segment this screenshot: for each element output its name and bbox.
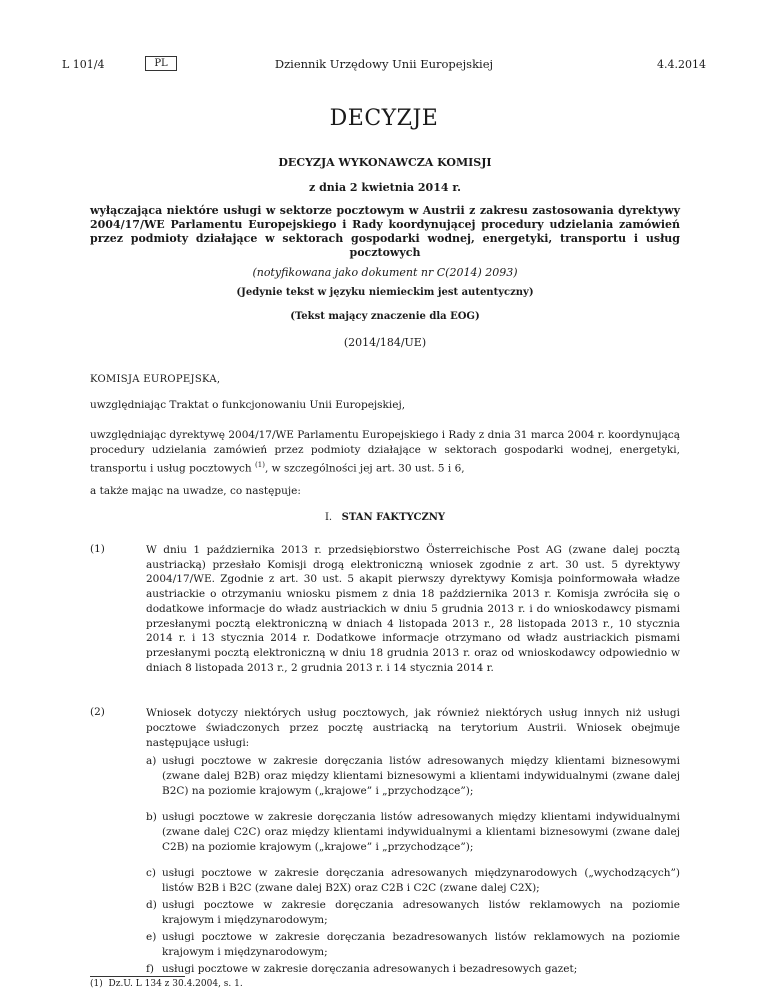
part-heading (90, 512, 680, 523)
decision-date: z dnia 2 kwietnia 2014 r. (309, 181, 461, 194)
notification-note: (notyfikowana jako dokument nr C(2014) 2093) (252, 266, 518, 279)
list-item: usługi pocztowe w zakresie doręczania bezadresowanych listów reklamowych na poziomie krajowym i międzynarodowym; (162, 931, 680, 958)
list-item: usługi pocztowe w zakresie doręczania listów adresowanych między klientami indywidualnymi (zwane dalej C2C) oraz między klientami indywidualnymi a klientami biznesowymi (zwane dalej C2B) na poziomie krajowym („krajowe” i „przychodzące”); (162, 811, 680, 853)
list-item-letter: f) (146, 963, 154, 975)
recital-number: (1) (90, 543, 105, 555)
footnote-text: Dz.U. L 134 z 30.4.2004, s. 1. (108, 979, 243, 989)
footnote-ref: (1) (255, 461, 265, 469)
decision-number: (2014/184/UE) (343, 336, 427, 349)
publication-date: 4.4.2014 (657, 58, 706, 71)
list-item: usługi pocztowe w zakresie doręczania adresowanych i bezadresowych gazet; (162, 963, 578, 975)
journal-title: Dziennik Urzędowy Unii Europejskiej (274, 57, 494, 71)
footnote (90, 978, 243, 990)
citation-treaty: uwzględniając Traktat o funkcjonowaniu Unii Europejskiej, (90, 399, 406, 411)
footnote-divider (90, 976, 185, 977)
list-item-letter: e) (146, 931, 157, 943)
part-number: I. (324, 512, 333, 523)
list-item: usługi pocztowe w zakresie doręczania adresowanych międzynarodowych („wychodzących”) listów B2B i B2C (zwane dalej B2X) oraz C2B i C2C (zwane dalej C2X); (162, 867, 680, 894)
part-title: STAN FAKTYCZNY (341, 512, 446, 523)
citation-directive-end: , w szczególności jej art. 30 ust. 5 i 6, (264, 462, 465, 475)
citation-directive-text: uwzględniając dyrektywę 2004/17/WE Parlamentu Europejskiego i Rady z dnia 31 marca 2004 r. koordynującą procedury udzielania zamówień przez podmioty działające w sektorach gospodarki wodnej, energetyki, transportu i usług pocztowych (90, 429, 680, 475)
recital-text: W dniu 1 października 2013 r. przedsiębiorstwo Österreichische Post AG (zwane dalej pocztą austriacką) przesłało Komisji drogą elektroniczną wniosek zgodnie z art. 30 ust. 5 dyrektywy 2004/17/WE. Zgodnie z art. 30 ust. 5 akapit pierwszy dyrektywy Komisja poinformowała władze austriackie o otrzymaniu wniosku pismem z dnia 18 października 2013 r. Komisja zwróciła się o dodatkowe informacje do władz austriackich w dniu 5 grudnia 2013 r. i do wnioskodawcy pismami przesłanymi pocztą elektroniczną w dniach 4 listopada 2013 r., 28 listopada 2013 r., 10 stycznia 2014 r. i 13 stycznia 2014 r. Dodatkowe informacje otrzymano od władz austriackich pismami przesłanymi pocztą elektroniczną w dniu 18 grudnia 2013 r. oraz od wnioskodawcy odpowiednio w dniach 8 listopada 2013 r., 2 grudnia 2013 r. i 14 stycznia 2014 r. (146, 544, 680, 674)
footnote-ref: (1) (90, 979, 103, 989)
list-item: usługi pocztowe w zakresie doręczania listów adresowanych między klientami biznesowymi (zwane dalej B2B) oraz między klientami biznesowymi a klientami indywidualnymi (zwane dalej B2C) na poziomie krajowym („krajowe” i „przychodzące”); (162, 755, 680, 797)
whereas-line: a także mając na uwadze, co następuje: (90, 485, 301, 497)
list-item-letter: b) (146, 811, 157, 823)
list-item-letter: d) (146, 899, 157, 911)
recital-text: Wniosek dotyczy niektórych usług pocztowych, jak również niektórych usług innych niż usługi pocztowe świadczonych przez pocztę austriacką na terytorium Austrii. Wniosek obejmuje następujące usługi: (146, 707, 680, 749)
list-item-letter: c) (146, 867, 156, 879)
decision-subject: wyłączająca niektóre usługi w sektorze pocztowym w Austrii z zakresu zastosowania dyrektywy 2004/17/WE Parlamentu Europejskiego i Rady koordynującej procedury udzielania zamówień przez podmioty działające w sektorach gospodarki wodnej, energetyki, transportu i usług pocztowych (90, 204, 680, 259)
commission-line: KOMISJA EUROPEJSKA, (90, 374, 221, 385)
list-item: usługi pocztowe w zakresie doręczania adresowanych listów reklamowych na poziomie krajowym i międzynarodowym; (162, 899, 680, 926)
eea-relevance-note: (Tekst mający znaczenie dla EOG) (290, 311, 480, 322)
citation-directive (90, 428, 680, 477)
page-reference: L 101/4 (62, 58, 105, 71)
recital-number: (2) (90, 706, 105, 718)
list-item-letter: a) (146, 755, 157, 767)
decision-title: DECYZJA WYKONAWCZA KOMISJI (278, 156, 492, 169)
authentic-language-note: (Jedynie tekst w języku niemieckim jest autentyczny) (236, 287, 534, 298)
language-badge: PL (145, 56, 177, 71)
section-heading: DECYZJE (329, 106, 439, 131)
